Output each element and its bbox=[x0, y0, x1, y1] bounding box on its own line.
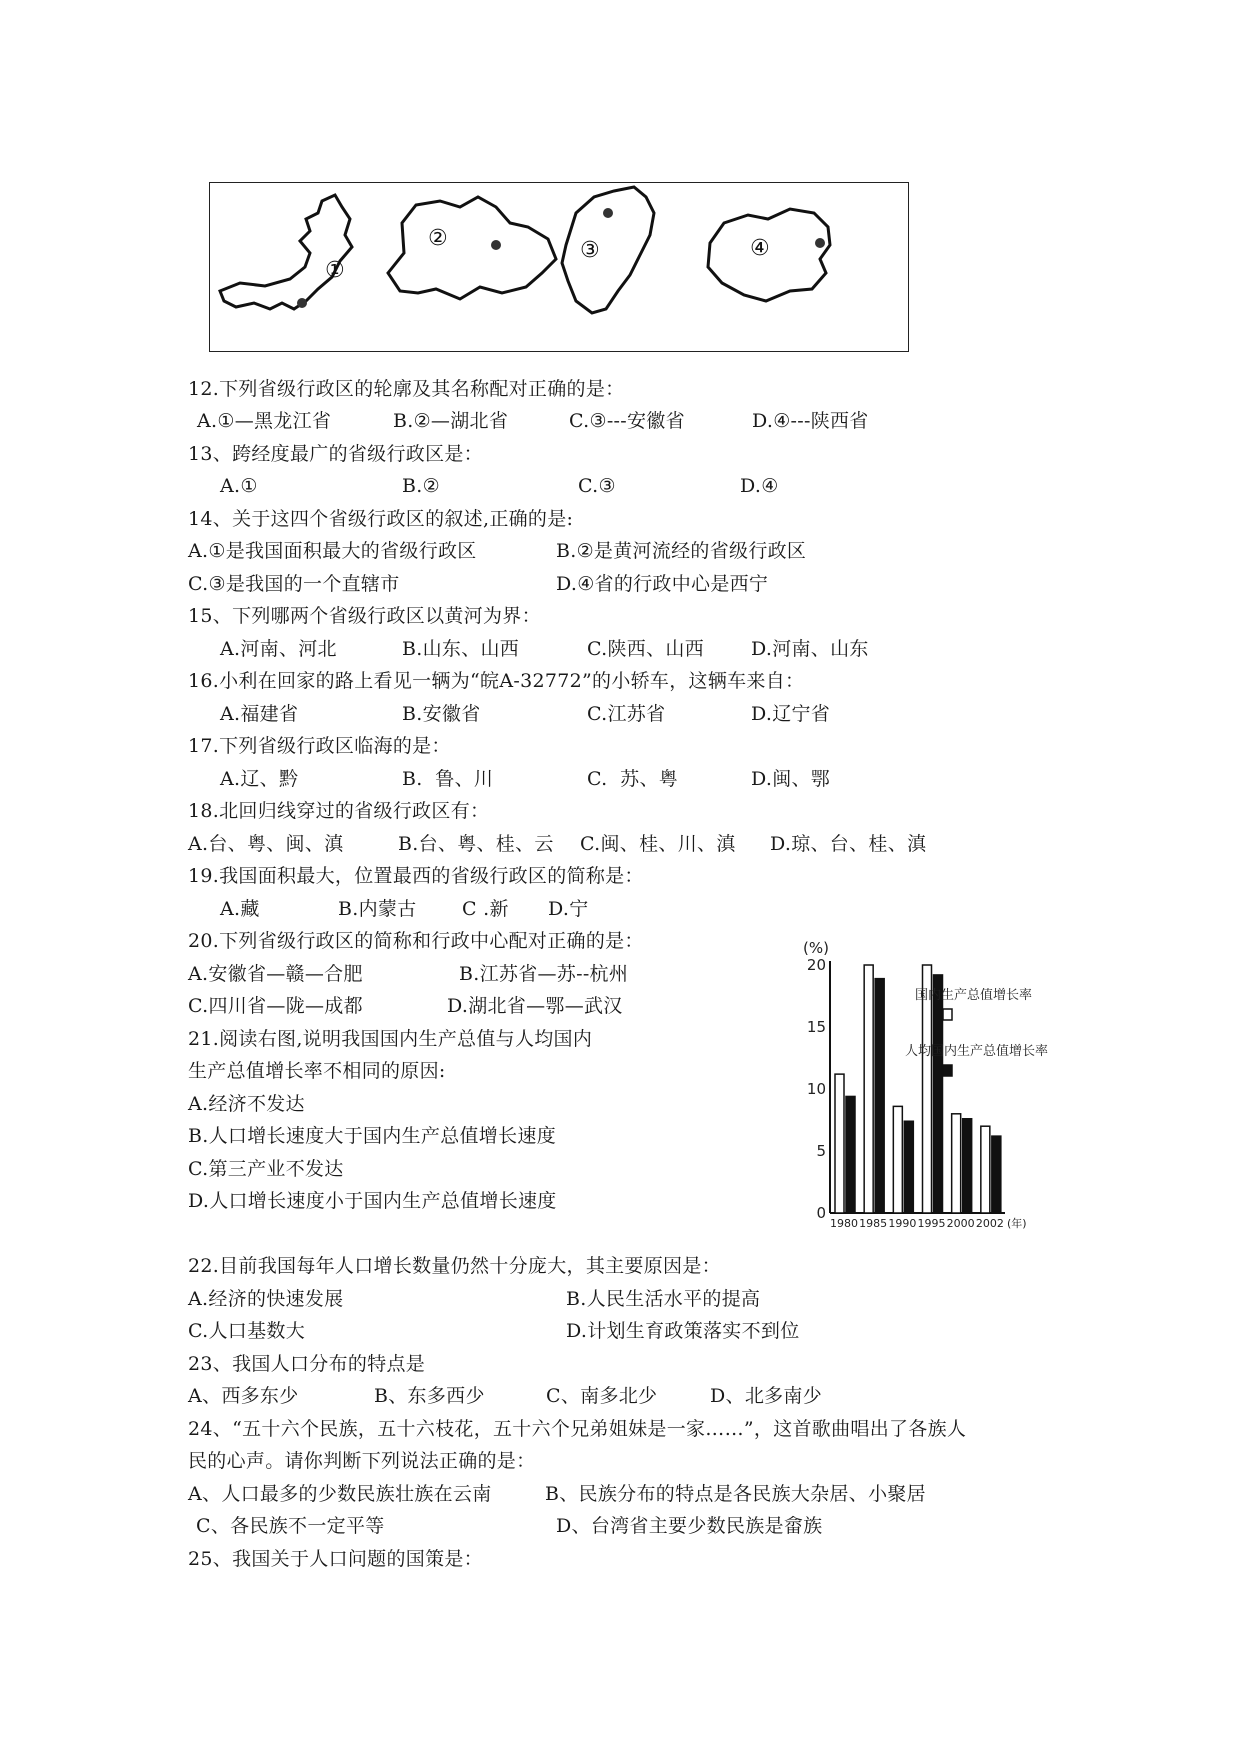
q17-option-c: C. 苏、粤 bbox=[587, 768, 679, 790]
q22-stem: 22.目前我国每年人口增长数量仍然十分庞大，其主要原因是： bbox=[188, 1255, 721, 1277]
province-label-4: ④ bbox=[750, 236, 770, 261]
chart-x-tick-label: 1995 bbox=[917, 1217, 946, 1230]
chart-bar-gdp-2002 bbox=[981, 1126, 990, 1213]
q22-option-a: A.经济的快速发展 bbox=[188, 1288, 344, 1310]
province-outline-1 bbox=[220, 195, 352, 309]
q15-stem: 15、下列哪两个省级行政区以黄河为界： bbox=[188, 605, 541, 627]
q14-option-b: B.②是黄河流经的省级行政区 bbox=[556, 540, 807, 562]
q20-option-c: C.四川省—陇—成都 bbox=[188, 995, 363, 1017]
chart-legend-gdp-swatch bbox=[943, 1009, 952, 1020]
q15-option-c: C.陕西、山西 bbox=[587, 638, 705, 660]
q15-option-a: A.河南、河北 bbox=[220, 638, 337, 660]
q12-option-a: A.①—黑龙江省 bbox=[197, 410, 332, 432]
chart-bar-gdp-1990 bbox=[893, 1106, 902, 1213]
q21-option-d: D.人口增长速度小于国内生产总值增长速度 bbox=[188, 1190, 557, 1212]
q23-option-b: B、东多西少 bbox=[374, 1385, 485, 1407]
q22-option-d: D.计划生育政策落实不到位 bbox=[566, 1320, 800, 1342]
chart-y-tick-label: 15 bbox=[806, 1018, 826, 1036]
q17-stem: 17.下列省级行政区临海的是： bbox=[188, 735, 451, 757]
province-label-2: ② bbox=[428, 226, 448, 251]
chart-bar-gdp-1985 bbox=[864, 965, 873, 1213]
q19-option-b: B.内蒙古 bbox=[338, 898, 417, 920]
q24-stem-line2: 民的心声。请你判断下列说法正确的是： bbox=[188, 1450, 536, 1472]
q18-stem: 18.北回归线穿过的省级行政区有： bbox=[188, 800, 490, 822]
q23-stem: 23、我国人口分布的特点是 bbox=[188, 1353, 426, 1375]
q18-option-a: A.台、粤、闽、滇 bbox=[188, 833, 344, 855]
q20-option-a: A.安徽省—赣—合肥 bbox=[188, 963, 363, 985]
chart-x-tick-label: 1985 bbox=[859, 1217, 888, 1230]
q16-option-c: C.江苏省 bbox=[587, 703, 666, 725]
q24-option-b: B、民族分布的特点是各民族大杂居、小聚居 bbox=[545, 1483, 926, 1505]
q21-option-a: A.经济不发达 bbox=[188, 1093, 305, 1115]
q21-stem-line1: 21.阅读右图,说明我国国内生产总值与人均国内 bbox=[188, 1028, 593, 1050]
q12-option-d: D.④---陕西省 bbox=[752, 410, 869, 432]
chart-bar-per-capita-1990 bbox=[904, 1121, 913, 1213]
q25-stem: 25、我国关于人口问题的国策是： bbox=[188, 1548, 483, 1570]
q20-stem: 20.下列省级行政区的简称和行政中心配对正确的是： bbox=[188, 930, 644, 952]
q22-option-b: B.人民生活水平的提高 bbox=[566, 1288, 761, 1310]
q14-option-a: A.①是我国面积最大的省级行政区 bbox=[188, 540, 477, 562]
q24-option-c: C、各民族不一定平等 bbox=[196, 1515, 385, 1537]
q14-option-c: C.③是我国的一个直辖市 bbox=[188, 573, 400, 595]
q20-option-b: B.江苏省—苏--杭州 bbox=[459, 963, 629, 985]
q13-option-b: B.② bbox=[402, 475, 440, 497]
q18-option-d: D.琼、台、桂、滇 bbox=[770, 833, 927, 855]
q19-option-a: A.藏 bbox=[220, 898, 260, 920]
q16-option-d: D.辽宁省 bbox=[751, 703, 831, 725]
q24-option-d: D、台湾省主要少数民族是畲族 bbox=[556, 1515, 823, 1537]
chart-legend-per-capita-label: 人均国内生产总值增长率 bbox=[905, 1044, 1049, 1059]
province-label-3: ③ bbox=[580, 238, 600, 263]
province-capital-1 bbox=[297, 298, 307, 308]
q19-option-c: C .新 bbox=[462, 898, 509, 920]
chart-bar-per-capita-1985 bbox=[875, 979, 884, 1213]
province-outlines bbox=[210, 183, 910, 353]
chart-x-label: (年) bbox=[1007, 1217, 1027, 1230]
chart-legend-per-capita-swatch bbox=[943, 1065, 952, 1076]
chart-y-tick-label: 20 bbox=[806, 956, 826, 974]
q18-option-b: B.台、粤、桂、云 bbox=[398, 833, 554, 855]
q13-option-d: D.④ bbox=[740, 475, 779, 497]
q18-option-c: C.闽、桂、川、滇 bbox=[580, 833, 736, 855]
chart-x-tick-label: 2002 bbox=[975, 1217, 1004, 1230]
chart-bar-per-capita-1980 bbox=[846, 1096, 855, 1213]
chart-x-tick-label: 2000 bbox=[946, 1217, 975, 1230]
chart-bar-per-capita-2000 bbox=[963, 1119, 972, 1213]
q12-stem: 12.下列省级行政区的轮廓及其名称配对正确的是： bbox=[188, 378, 625, 400]
q22-option-c: C.人口基数大 bbox=[188, 1320, 306, 1342]
q16-option-b: B.安徽省 bbox=[402, 703, 481, 725]
province-capital-3 bbox=[603, 208, 613, 218]
province-capital-2 bbox=[491, 240, 501, 250]
q17-option-a: A.辽、黔 bbox=[220, 768, 299, 790]
chart-x-tick-label: 1980 bbox=[830, 1217, 858, 1230]
chart-y-tick-label: 5 bbox=[816, 1142, 826, 1160]
province-outline-2 bbox=[388, 197, 556, 299]
q24-stem-line1: 24、“五十六个民族，五十六枝花，五十六个兄弟姐妹是一家……”，这首歌曲唱出了各族人 bbox=[188, 1418, 967, 1440]
q21-stem-line2: 生产总值增长率不相同的原因: bbox=[188, 1060, 446, 1082]
gdp-growth-chart bbox=[795, 935, 1105, 1240]
q19-stem: 19.我国面积最大，位置最西的省级行政区的简称是： bbox=[188, 865, 644, 887]
province-outline-3 bbox=[562, 187, 654, 313]
q19-option-d: D.宁 bbox=[548, 898, 589, 920]
chart-x-tick-label: 1990 bbox=[888, 1217, 917, 1230]
q15-option-d: D.河南、山东 bbox=[751, 638, 869, 660]
q20-option-d: D.湖北省—鄂—武汉 bbox=[447, 995, 623, 1017]
province-capital-4 bbox=[815, 238, 825, 248]
q23-option-c: C、南多北少 bbox=[546, 1385, 658, 1407]
q14-option-d: D.④省的行政中心是西宁 bbox=[556, 573, 769, 595]
q21-option-c: C.第三产业不发达 bbox=[188, 1158, 344, 1180]
chart-y-tick-label: 0 bbox=[816, 1204, 826, 1222]
chart-bar-per-capita-2002 bbox=[992, 1136, 1001, 1213]
q16-stem: 16.小利在回家的路上看见一辆为“皖A-32772”的小轿车，这辆车来自： bbox=[188, 670, 805, 692]
q13-option-a: A.① bbox=[220, 475, 258, 497]
q17-option-d: D.闽、鄂 bbox=[751, 768, 831, 790]
gdp-growth-chart-svg bbox=[795, 935, 1105, 1240]
q15-option-b: B.山东、山西 bbox=[402, 638, 520, 660]
chart-bar-gdp-1980 bbox=[835, 1074, 844, 1213]
q23-option-d: D、北多南少 bbox=[710, 1385, 823, 1407]
q24-option-a: A、人口最多的少数民族壮族在云南 bbox=[188, 1483, 492, 1505]
q23-option-a: A、西多东少 bbox=[188, 1385, 299, 1407]
q21-option-b: B.人口增长速度大于国内生产总值增长速度 bbox=[188, 1125, 557, 1147]
q13-option-c: C.③ bbox=[578, 475, 616, 497]
chart-bar-gdp-2000 bbox=[952, 1114, 961, 1213]
chart-y-tick-label: 10 bbox=[806, 1080, 826, 1098]
province-outline-figure bbox=[209, 182, 909, 352]
q13-stem: 13、跨经度最广的省级行政区是： bbox=[188, 443, 483, 465]
q12-option-b: B.②—湖北省 bbox=[393, 410, 509, 432]
q12-option-c: C.③---安徽省 bbox=[569, 410, 685, 432]
chart-bar-per-capita-1995 bbox=[934, 975, 943, 1213]
q17-option-b: B. 鲁、川 bbox=[402, 768, 494, 790]
chart-y-label: (%) bbox=[803, 939, 829, 957]
chart-legend-gdp-label: 国内生产总值增长率 bbox=[915, 988, 1033, 1003]
q14-stem: 14、关于这四个省级行政区的叙述,正确的是: bbox=[188, 508, 574, 530]
q16-option-a: A.福建省 bbox=[220, 703, 299, 725]
province-label-1: ① bbox=[325, 258, 345, 283]
